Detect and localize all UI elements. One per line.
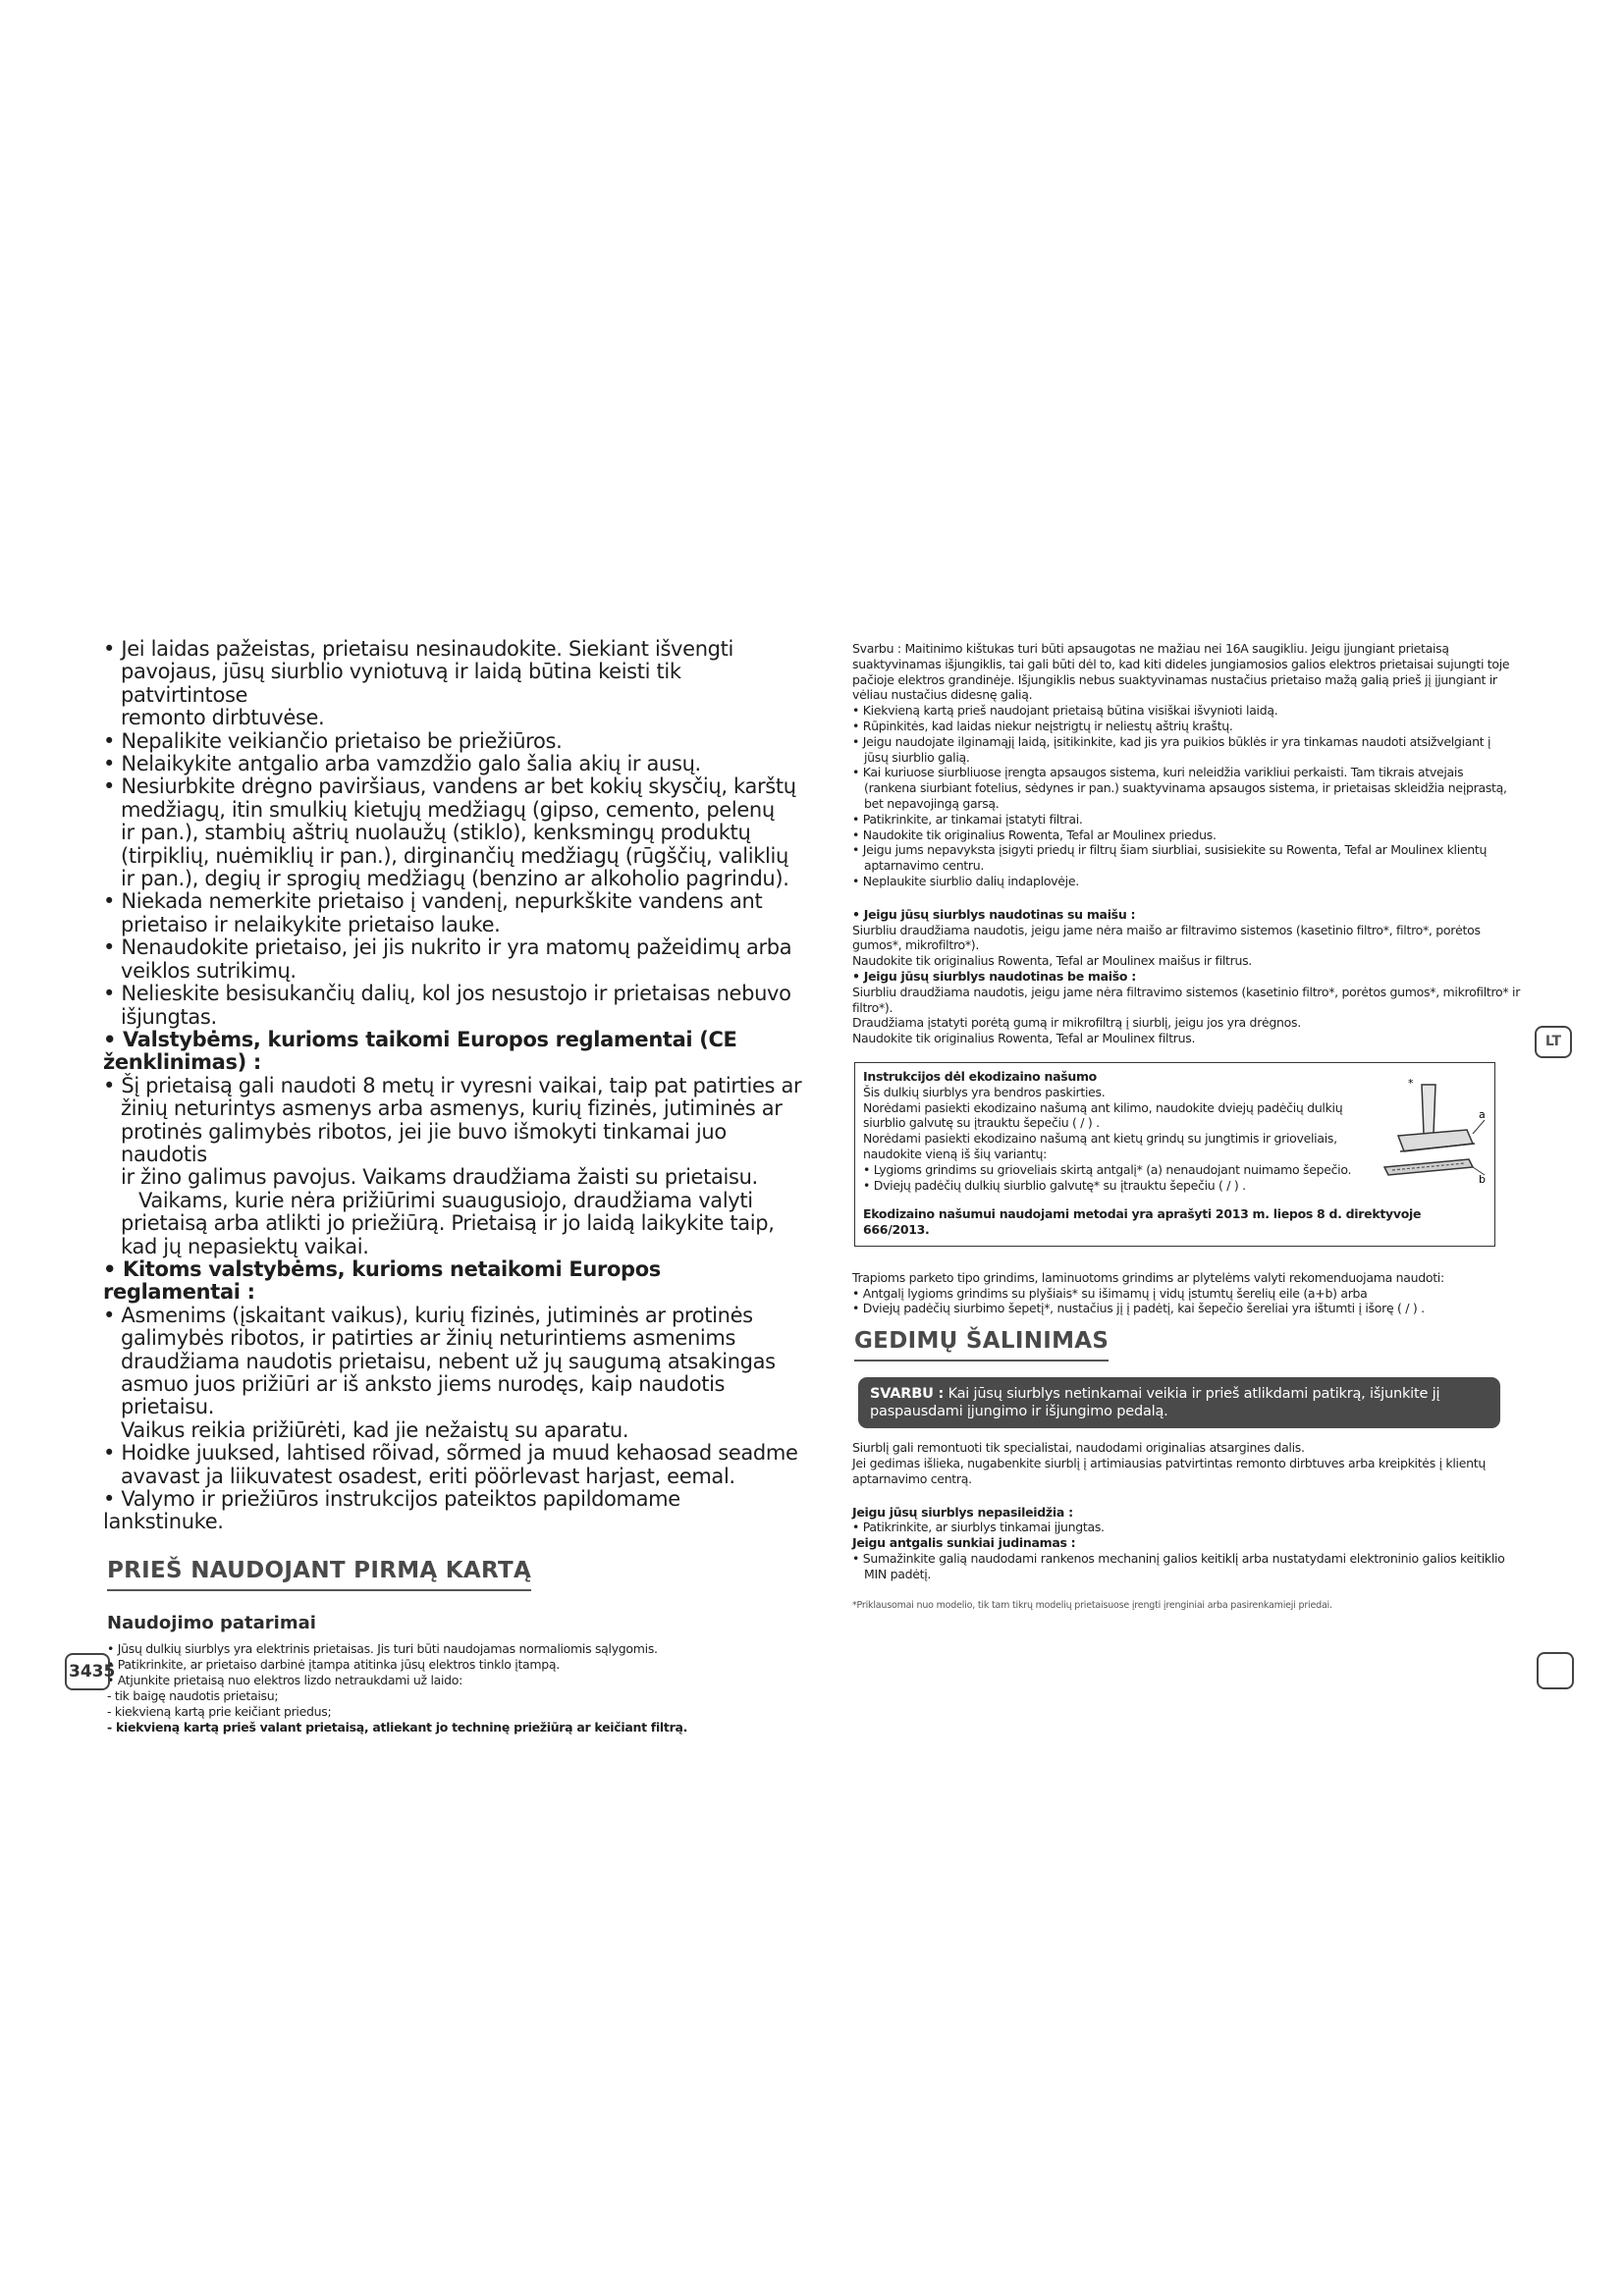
text-line: aptarnavimo centru.: [864, 858, 985, 874]
repair-notes: [852, 1440, 1530, 1486]
text-line: • Naudokite tik originalius Rowenta, Tefal ar Moulinex priedus.: [852, 827, 1217, 842]
text-line: • Kiekvieną kartą prieš naudojant prietaisą būtina visiškai išvynioti laidą.: [852, 703, 1278, 719]
text-line: Šis dulkių siurblys yra bendros paskirties.: [863, 1084, 1106, 1099]
ecodesign-lines: [863, 1085, 1383, 1194]
text-line: naudokite vieną iš šių variantų:: [863, 1146, 1048, 1161]
text-line: Jeigu antgalis sunkiai judinamas :: [852, 1535, 1076, 1551]
footnote: *Priklausomai nuo modelio, tik tam tikrų modelių prietaisuose įrengti įrenginiai arba pasirenkamieji priedai.: [852, 1599, 1332, 1611]
text-line: Trapioms parketo tipo grindims, laminuotoms grindims ar plytelėms valyti rekomenduojama naudoti:: [852, 1269, 1444, 1285]
text-line: • Jeigu jums nepavyksta įsigyti priedų ir filtrų šiam siurbliai, susisiekite su Rowenta, Tefal ar Moulinex klientų: [852, 842, 1488, 858]
subsection-title-usage-tips: Naudojimo patarimai: [107, 1612, 316, 1633]
ecodesign-footer: Ekodizaino našumui naudojami metodai yra aprašyti 2013 m. liepos 8 d. direktyvoje 666/2013.: [863, 1206, 1422, 1238]
text-line: veiklos sutrikimų.: [121, 958, 297, 983]
text-line: Siurbliu draudžiama naudotis, jeigu jame nėra maišo ar filtravimo sistemos (kasetinio filtro*, filtro*, porėtos: [852, 922, 1481, 937]
text-line: gumos*, mikrofiltro*).: [852, 937, 980, 953]
text-line: • Nelaikykite antgalio arba vamzdžio galo šalia akių ir ausų.: [103, 752, 701, 776]
text-line: ir pan.), degių ir sprogių medžiagų (benzino ar alkoholio pagrindu).: [121, 867, 789, 891]
text-line: • Valymo ir priežiūros instrukcijos pateiktos papildomame lankstinuke.: [103, 1487, 680, 1534]
text-line: - tik baigę naudotis prietaisu;: [107, 1687, 279, 1703]
text-line: Norėdami pasiekti ekodizaino našumą ant kilimo, naudokite dviejų padėčių dulkių: [863, 1099, 1343, 1115]
text-line: • Atjunkite prietaisą nuo elektros lizdo netraukdami už laido:: [107, 1672, 463, 1687]
text-line: Vaikams, kurie nėra prižiūrimi suaugusiojo, draudžiama valyti: [138, 1188, 753, 1212]
text-line: • Asmenims (įskaitant vaikus), kurių fizinės, jutiminės ar protinės: [103, 1303, 753, 1327]
text-line: • Dviejų padėčių dulkių siurblio galvutę* su įtrauktu šepečiu ( / ) .: [863, 1177, 1246, 1193]
page-number-box-blank: [1537, 1652, 1574, 1689]
text-line: protinės galimybės ribotos, jei jie buvo išmokyti tinkamai juo naudotis: [121, 1119, 727, 1166]
text-line: • Jūsų dulkių siurblys yra elektrinis prietaisas. Jis turi būti naudojamas normaliomis sąlygomis.: [107, 1640, 658, 1656]
text-line: galimybės ribotos, ir patirties ar žinių neturintiems asmenims: [121, 1326, 736, 1351]
safety-instructions: [103, 638, 802, 1534]
language-tab: LT: [1535, 1026, 1572, 1058]
text-line: aptarnavimo centrą.: [852, 1470, 972, 1486]
text-line: prietaiso ir nelaikykite prietaiso lauke.: [121, 912, 501, 936]
text-line: bet nepavojingą garsą.: [864, 795, 1000, 811]
text-line: asmuo juos prižiūri ar iš anksto jiems nurodęs, kaip naudotis: [121, 1372, 726, 1396]
text-line: • Kai kuriuose siurbliuose įrengta apsaugos sistema, kuri neleidžia varikliui perkaisti. Tam tikrais atvejais: [852, 765, 1464, 780]
text-line: Naudokite tik originalius Rowenta, Tefal ar Moulinex filtrus.: [852, 1031, 1196, 1046]
text-line: pačioje elektros grandinėje. Išjungiklis nebus suaktyvinamas nustačius prietaiso mažą galią prieš jį įjungiant ir: [852, 671, 1497, 687]
text-line: • Jeigu jūsų siurblys naudotinas su maišu :: [852, 906, 1136, 922]
label-a: a: [1479, 1107, 1486, 1121]
text-line: medžiagų, itin smulkių kietųjų medžiagų (gipso, cemento, pelenų: [121, 797, 775, 822]
text-line: kad jų nepasiektų vaikai.: [121, 1234, 369, 1258]
text-line: (rankena siurbiant fotelius, sėdynes ir pan.) suaktyvinama apsaugos sistema, ir prietaisas skleidžia neįprastą,: [864, 780, 1507, 796]
text-line: • Antgalį lygioms grindims su plyšiais* su išimamų į vidų įstumtų šerelių eile (a+b) arba: [852, 1285, 1368, 1301]
text-line: Vaikus reikia prižiūrėti, kad jie nežaistų su aparatu.: [121, 1417, 629, 1442]
important-notes: [852, 641, 1530, 889]
text-line: • Patikrinkite, ar prietaiso darbinė įtampa atitinka jūsų elektros tinklo įtampą.: [107, 1656, 560, 1672]
floor-nozzle-illustration: [1379, 1077, 1487, 1185]
text-line: • Kitoms valstybėms, kurioms netaikomi Europos reglamentai :: [103, 1256, 661, 1305]
text-line: siurblio galvutę su įtrauktu šepečiu ( / ) .: [863, 1115, 1100, 1131]
text-line: • Dviejų padėčių siurbimo šepetį*, nustačius jį į padėtį, kai šepečio šereliai yra ištumti į išorę ( / ) .: [852, 1301, 1425, 1316]
text-line: • Nelieskite besisukančių dalių, kol jos nesustojo ir prietaisas nebuvo: [103, 982, 791, 1006]
warning-label: SVARBU :: [870, 1386, 945, 1403]
text-line: Naudokite tik originalius Rowenta, Tefal ar Moulinex maišus ir filtrus.: [852, 953, 1252, 969]
text-line: • Jeigu jūsų siurblys naudotinas be maišo :: [852, 968, 1136, 984]
text-line: • Sumažinkite galią naudodami rankenos mechaninį galios keitiklį arba nustatydami elektroninio galios keitiklio: [852, 1551, 1505, 1567]
label-b: b: [1479, 1172, 1486, 1185]
right-page: [852, 641, 1530, 1611]
text-line: vėliau nustačius didesnę galią.: [852, 687, 1033, 703]
usage-tips-list: [103, 1641, 802, 1735]
text-line: • Patikrinkite, ar siurblys tinkamai įjungtas.: [852, 1520, 1105, 1535]
text-line: ir pan.), stambių aštrių nuolaužų (stiklo), kenksmingų produktų: [121, 821, 751, 845]
text-line: prietaisu.: [121, 1395, 215, 1419]
text-line: • Šį prietaisą gali naudoti 8 metų ir vyresni vaikai, taip pat patirties ar: [103, 1073, 802, 1097]
troubleshooting-notes: [852, 1505, 1530, 1582]
text-line: • Nepalikite veikiančio prietaiso be priežiūros.: [103, 728, 563, 753]
text-line: • Niekada nemerkite prietaiso į vandenį, nepurkškite vandens ant: [103, 889, 763, 914]
ecodesign-box: [854, 1062, 1495, 1247]
text-line: Svarbu : Maitinimo kištukas turi būti apsaugotas ne mažiau nei 16A saugikliu. Jeigu įjungiant prietaisą: [852, 641, 1449, 656]
text-line: - kiekvieną kartą prieš valant prietaisą, atliekant jo techninę priežiūrą ar keičiant filtrą.: [107, 1719, 688, 1735]
text-line: suaktyvinamas išjungiklis, tai gali būti dėl to, kad kiti dideles jungiamosios galios elektros prietaisai sujungti toje: [852, 656, 1510, 671]
text-line: avavast ja liikuvatest osadest, eriti pöörlevast harjast, eemal.: [121, 1464, 735, 1488]
label-star: *: [1408, 1076, 1414, 1090]
text-line: pavojaus, jūsų siurblio vyniotuvą ir laidą būtina keisti tik patvirtintose: [121, 660, 681, 707]
fragile-floor-notes: [852, 1270, 1530, 1316]
text-line: Jei gedimas išlieka, nugabenkite siurblį į artimiausias patvirtintas remonto dirbtuves arba kreipkitės į klientų: [852, 1456, 1486, 1471]
text-line: • Hoidke juuksed, lahtised rõivad, sõrmed ja muud kehaosad seadme: [103, 1441, 798, 1466]
ecodesign-title: Instrukcijos dėl ekodizaino našumo: [863, 1068, 1097, 1084]
text-line: prietaisą arba atlikti jo priežiūrą. Prietaisą ir jo laidą laikykite taip,: [121, 1211, 775, 1236]
text-line: žinių neturintys asmenys arba asmenys, kurių fizinės, jutiminės ar: [121, 1096, 783, 1121]
page-number: 3435: [65, 1653, 110, 1690]
text-line: Jeigu jūsų siurblys nepasileidžia :: [852, 1504, 1073, 1520]
text-line: Draudžiama įstatyti porėtą gumą ir mikrofiltrą į siurblį, jeigu jos yra drėgnos.: [852, 1015, 1301, 1031]
text-line: • Nesiurbkite drėgno paviršiaus, vandens ar bet kokių skysčių, karštų: [103, 774, 796, 799]
text-line: • Lygioms grindims su grioveliais skirtą antgalį* (a) nenaudojant nuimamo šepečio.: [863, 1161, 1352, 1177]
text-line: Siurbliu draudžiama naudotis, jeigu jame nėra filtravimo sistemos (kasetinio filtro*, porėtos gumos*, mikrofiltro* ir filtro*).: [852, 984, 1521, 1015]
section-title-before-first-use: PRIEŠ NAUDOJANT PIRMĄ KARTĄ: [107, 1558, 531, 1591]
text-line: • Jei laidas pažeistas, prietaisu nesinaudokite. Siekiant išvengti: [103, 637, 733, 661]
text-line: draudžiama naudotis prietaisu, nebent už jų saugumą atsakingas: [121, 1349, 776, 1373]
text-line: • Nenaudokite prietaiso, jei jis nukrito ir yra matomų pažeidimų arba: [103, 935, 792, 960]
text-line: - kiekvieną kartą prie keičiant priedus;: [107, 1703, 332, 1719]
warning-box: [858, 1377, 1500, 1428]
warning-text: Kai jūsų siurblys netinkamai veikia ir prieš atlikdami patikrą, išjunkite jį paspausdami įjungimo ir išjungimo pedalą.: [870, 1386, 1440, 1420]
text-line: (tirpiklių, nuėmiklių ir pan.), dirginančių medžiagų (rūgščių, valiklių: [121, 843, 788, 868]
text-line: • Jeigu naudojate ilginamąjį laidą, įsitikinkite, kad jis yra puikios būklės ir yra tinkamas naudoti atsižvelgiant į: [852, 733, 1491, 749]
text-line: • Neplaukite siurblio dalių indaplovėje.: [852, 873, 1079, 888]
left-page: [103, 638, 802, 1735]
text-line: išjungtas.: [121, 1004, 217, 1029]
text-line: jūsų siurblio galią.: [864, 749, 970, 765]
text-line: • Valstybėms, kurioms taikomi Europos reglamentai (CE ženklinimas) :: [103, 1027, 737, 1075]
text-line: • Patikrinkite, ar tinkamai įstatyti filtrai.: [852, 811, 1083, 827]
text-line: remonto dirbtuvėse.: [121, 706, 325, 730]
text-line: MIN padėtį.: [864, 1566, 932, 1581]
text-line: Norėdami pasiekti ekodizaino našumą ant kietų grindų su jungtimis ir grioveliais,: [863, 1131, 1337, 1147]
section-title-troubleshooting: GEDIMŲ ŠALINIMAS: [854, 1328, 1109, 1362]
bag-notes: [852, 907, 1530, 1046]
text-line: • Rūpinkitės, kad laidas niekur neįstrigtų ir neliestų aštrių kraštų.: [852, 718, 1233, 733]
text-line: Siurblį gali remontuoti tik specialistai, naudodami originalias atsargines dalis.: [852, 1440, 1305, 1456]
text-line: ir žino galimus pavojus. Vaikams draudžiama žaisti su prietaisu.: [121, 1165, 758, 1190]
